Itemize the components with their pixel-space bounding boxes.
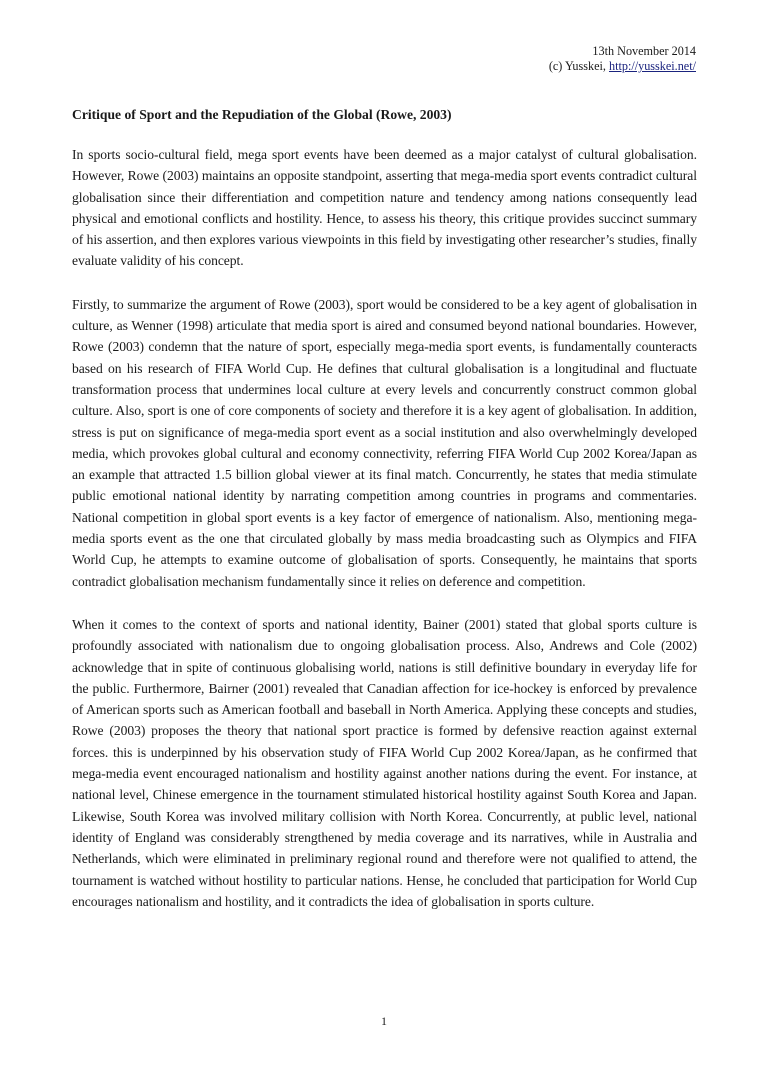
page-number: 1	[381, 1014, 387, 1028]
page-header	[549, 44, 696, 74]
paragraph-national-identity: When it comes to the context of sports and national identity, Bainer (2001) stated that global sports culture is profoundly associated with nationalism due to ongoing globalisation process. Also, Andrews and Cole (2002) acknowledge that in spite of continuous globalising world, nations is still definitive boundary in everyday life for the public. Furthermore, Bairner (2001) revealed that Canadian affection for ice-hockey is enforced by prevalence of American sports such as American football and baseball in North America. Applying these concepts and studies, Rowe (2003) proposes the theory that national sport practice is formed by defensive reaction against external forces. this is underpinned by his observation study of FIFA World Cup 2002 Korea/Japan, as he confirmed that mega-media event encouraged nationalism and hostility against another nations during the event. For instance, at national level, Chinese emergence in the tournament stimulated historical hostility against South Korea and Japan. Likewise, South Korea was involved military collision with North Korea. Concurrently, at public level, national identity of England was considerably strengthened by media coverage and its narratives, while in Australia and Netherlands, which were eliminated in preliminary regional round and therefore were not qualified to attend, the tournament is watched without hostility to particular nations. Hense, he concluded that participation for World Cup encourages nationalism and hostility, and it contradicts the idea of globalisation in sports culture.	[72, 616, 697, 909]
copyright-text: (c) Yusskei,	[548, 59, 609, 73]
paragraph-summary: Firstly, to summarize the argument of Rowe (2003), sport would be considered to be a key agent of globalisation in culture, as Wenner (1998) articulate that media sport is aired and consumed beyond national boundaries. However, Rowe (2003) condemn that the nature of sport, especially mega-media sport events, is fundamentally counteracts based on his research of FIFA World Cup. He defines that cultural globalisation is a longitudinal and fluctuate transformation process that undermines local culture at every levels and concurrently construct common global culture. Also, sport is one of core components of society and therefore it is a key agent of globalisation. In addition, stress is put on significance of mega-media sport event as a social institution and also overwhelmingly developed media, which provokes global cultural and economy connectivity, referring FIFA World Cup 2002 Korea/Japan as an example that attracted 1.5 billion global viewer at its final match. Concurrently, he states that media stimulate public emotional national identity by narrating competition among countries in programs and commentaries. National competition in global sport events is a key factor of emergence of nationalism. Also, mentioning mega-media sports event as the one that circulated globally by mass media broadcasting such as Olympics and FIFA World Cup, he attempts to examine outcome of globalisation of sports. Consequently, he maintains that sports contradict globalisation mechanism fundamentally since it relies on deference and competition.	[72, 296, 697, 589]
header-copyright	[549, 59, 696, 74]
paragraph-introduction: In sports socio-cultural field, mega sport events have been deemed as a major catalyst of cultural globalisation. However, Rowe (2003) maintains an opposite standpoint, asserting that mega-media sport events contradict cultural globalisation since their differentiation and competition nature and tendency among nations consequently lead physical and emotional conflicts and hostility. Hence, to assess his theory, this critique provides succinct summary of his assertion, and then explores various viewpoints in this field by investigating other researcher’s studies, finally evaluate validity of his concept.	[72, 147, 697, 269]
website-link[interactable]: http://yusskei.net/	[608, 59, 696, 73]
document-body	[72, 144, 697, 934]
header-date: 13th November 2014	[592, 44, 696, 58]
document-title: Critique of Sport and the Repudiation of the Global (Rowe, 2003)	[72, 107, 452, 122]
